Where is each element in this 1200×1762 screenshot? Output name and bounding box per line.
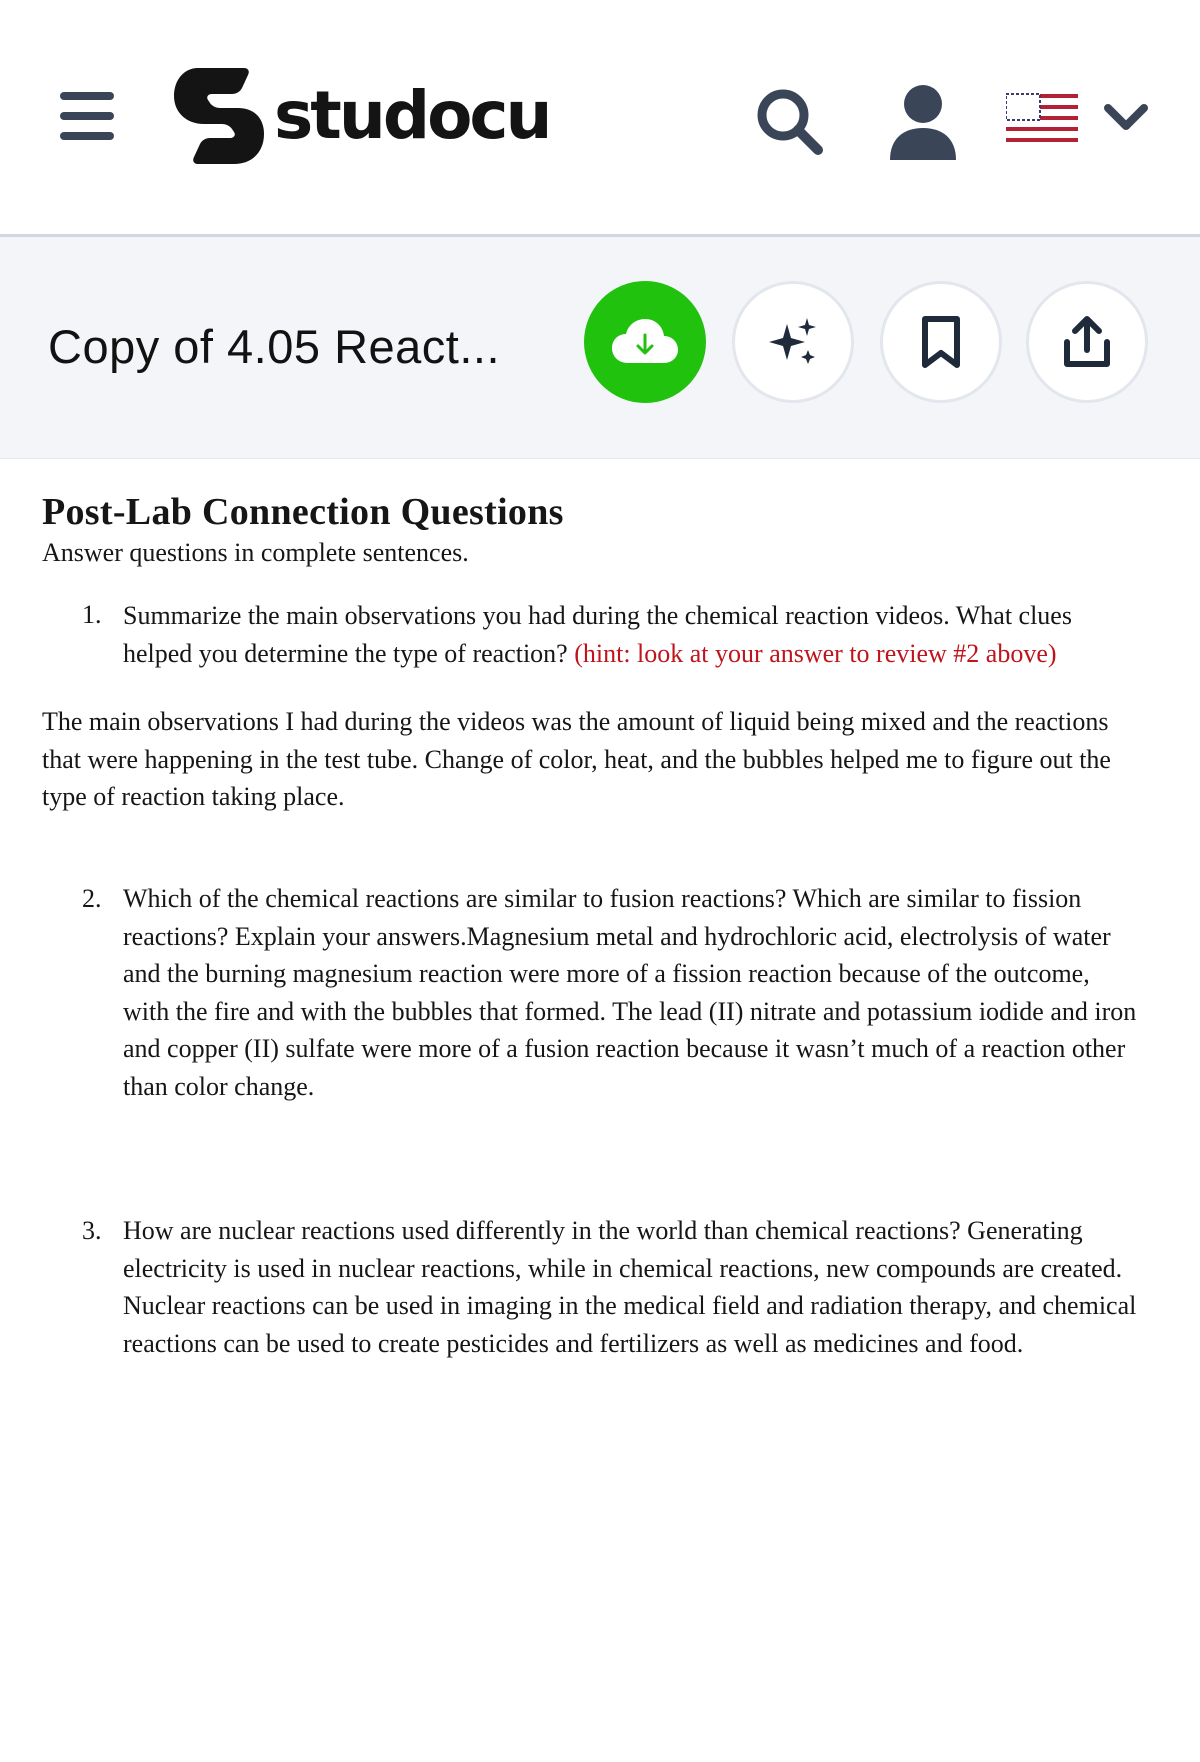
question-2-number: 2. [82, 884, 102, 913]
share-icon [1061, 314, 1113, 370]
chevron-down-icon [1102, 98, 1150, 138]
search-icon[interactable] [752, 84, 828, 160]
us-flag-icon [1006, 90, 1078, 146]
document-title: Copy of 4.05 React... [48, 320, 501, 373]
bookmark-button[interactable] [880, 281, 1002, 403]
question-1-text: Summarize the main observations you had during the chemical reaction videos. What clues helped you determine the type of reaction? [123, 601, 1072, 668]
question-1-hint: (hint: look at your answer to review #2 above) [574, 638, 1057, 668]
question-3: How are nuclear reactions used differently in the world than chemical reactions? Generating electricity is used in nuclear reactions, while in chemical reactions, new compounds are created. Nuclear reactions can be used in imaging in the medical field and radiation therapy, and chemical reactions can be used to create pesticides and fertilizers as well as medicines and food. [123, 1216, 1137, 1358]
question-2: Which of the chemical reactions are similar to fusion reactions? Which are similar to fission reactions? Explain your answers.Magnesium metal and hydrochloric acid, electrolysis of water and the burning magnesium reaction were more of a fission reaction because of the outcome, with the fire and with the bubbles that formed. The lead (II) nitrate and potassium iodide and iron and copper (II) sulfate were more of a fusion reaction because it wasn’t much of a reaction other than color change. [123, 884, 1137, 1101]
question-1-number: 1. [82, 600, 102, 629]
brand-name: studocu [274, 77, 550, 154]
section-heading: Post-Lab Connection Questions [42, 491, 564, 533]
studocu-logo-mark-icon [168, 64, 268, 168]
top-navigation-bar [0, 0, 1200, 237]
user-icon[interactable] [884, 82, 962, 162]
language-selector[interactable] [1006, 86, 1154, 150]
ai-assistant-button[interactable] [732, 281, 854, 403]
hamburger-icon[interactable] [52, 86, 120, 146]
share-button[interactable] [1026, 281, 1148, 403]
question-1 [123, 597, 1139, 672]
document-page [0, 460, 1200, 1762]
studocu-logo[interactable] [168, 64, 550, 168]
answer-1: The main observations I had during the videos was the amount of liquid being mixed and the reactions that were happening in the test tube. Change of color, heat, and the bubbles helped me to figure out the type of reaction taking place. [42, 707, 1111, 811]
bookmark-icon [919, 315, 963, 369]
cloud-download-icon [610, 317, 680, 367]
download-button[interactable] [584, 281, 706, 403]
sparkle-ai-icon [765, 314, 821, 370]
instructions: Answer questions in complete sentences. [42, 538, 469, 567]
document-header [0, 237, 1200, 459]
question-3-number: 3. [82, 1216, 102, 1245]
